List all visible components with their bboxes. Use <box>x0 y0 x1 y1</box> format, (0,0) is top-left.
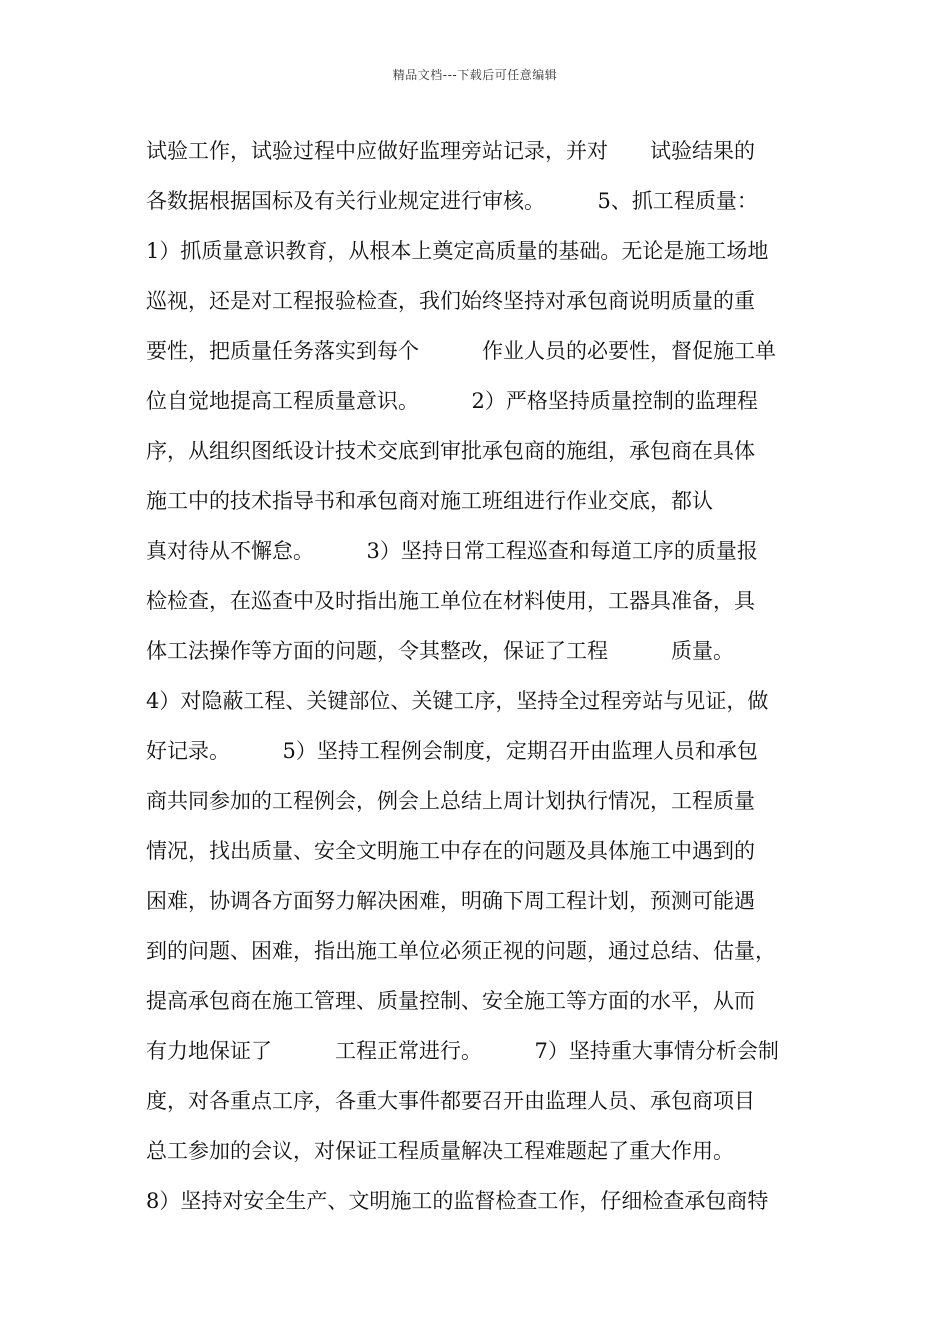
text-line: 各数据根据国标及有关行业规定进行审核。 5、抓工程质量： <box>146 189 758 213</box>
text-line: 1）抓质量意识教育，从根本上奠定高质量的基础。无论是施工场地 <box>146 239 769 263</box>
text-line: 8）坚持对安全生产、文明施工的监督检查工作，仔细检查承包商特 <box>146 1189 769 1213</box>
text-line: 位自觉地提高工程质量意识。 2）严格坚持质量控制的监理程 <box>146 389 758 413</box>
text-line: 序，从组织图纸设计技术交底到审批承包商的施组，承包商在具体 <box>146 439 755 463</box>
text-line: 4）对隐蔽工程、关键部位、关键工序，坚持全过程旁站与见证，做 <box>146 689 769 713</box>
text-line: 提高承包商在施工管理、质量控制、安全施工等方面的水平，从而 <box>146 989 755 1013</box>
text-line: 总工参加的会议，对保证工程质量解决工程难题起了重大作用。 <box>146 1139 734 1163</box>
text-line: 试验工作，试验过程中应做好监理旁站记录，并对 试验结果的 <box>146 139 755 163</box>
text-line: 施工中的技术指导书和承包商对施工班组进行作业交底，都认 <box>146 489 713 513</box>
text-line: 真对待从不懈怠。 3）坚持日常工程巡查和每道工序的质量报 <box>146 539 758 563</box>
text-line: 要性，把质量任务落实到每个 作业人员的必要性，督促施工单 <box>146 339 776 363</box>
text-line: 有力地保证了 工程正常进行。 7）坚持重大事情分析会制 <box>146 1039 779 1063</box>
text-line: 商共同参加的工程例会，例会上总结上周计划执行情况，工程质量 <box>146 789 755 813</box>
text-line: 体工法操作等方面的问题，令其整改，保证了工程 质量。 <box>146 639 734 663</box>
text-line: 到的问题、困难，指出施工单位必须正视的问题，通过总结、估量， <box>146 939 776 963</box>
text-line: 检检查，在巡查中及时指出施工单位在材料使用，工器具准备，具 <box>146 589 755 613</box>
text-line: 好记录。 5）坚持工程例会制度，定期召开由监理人员和承包 <box>146 739 758 763</box>
text-line: 情况，找出质量、安全文明施工中存在的问题及具体施工中遇到的 <box>146 839 755 863</box>
text-line: 困难，协调各方面努力解决困难，明确下周工程计划，预测可能遇 <box>146 889 755 913</box>
text-line: 巡视，还是对工程报验检查，我们始终坚持对承包商说明质量的重 <box>146 289 755 313</box>
page-header: 精品文档---下载后可任意编辑 <box>392 68 558 82</box>
text-line: 度，对各重点工序，各重大事件都要召开由监理人员、承包商项目 <box>146 1089 755 1113</box>
body-text <box>146 126 826 1226</box>
